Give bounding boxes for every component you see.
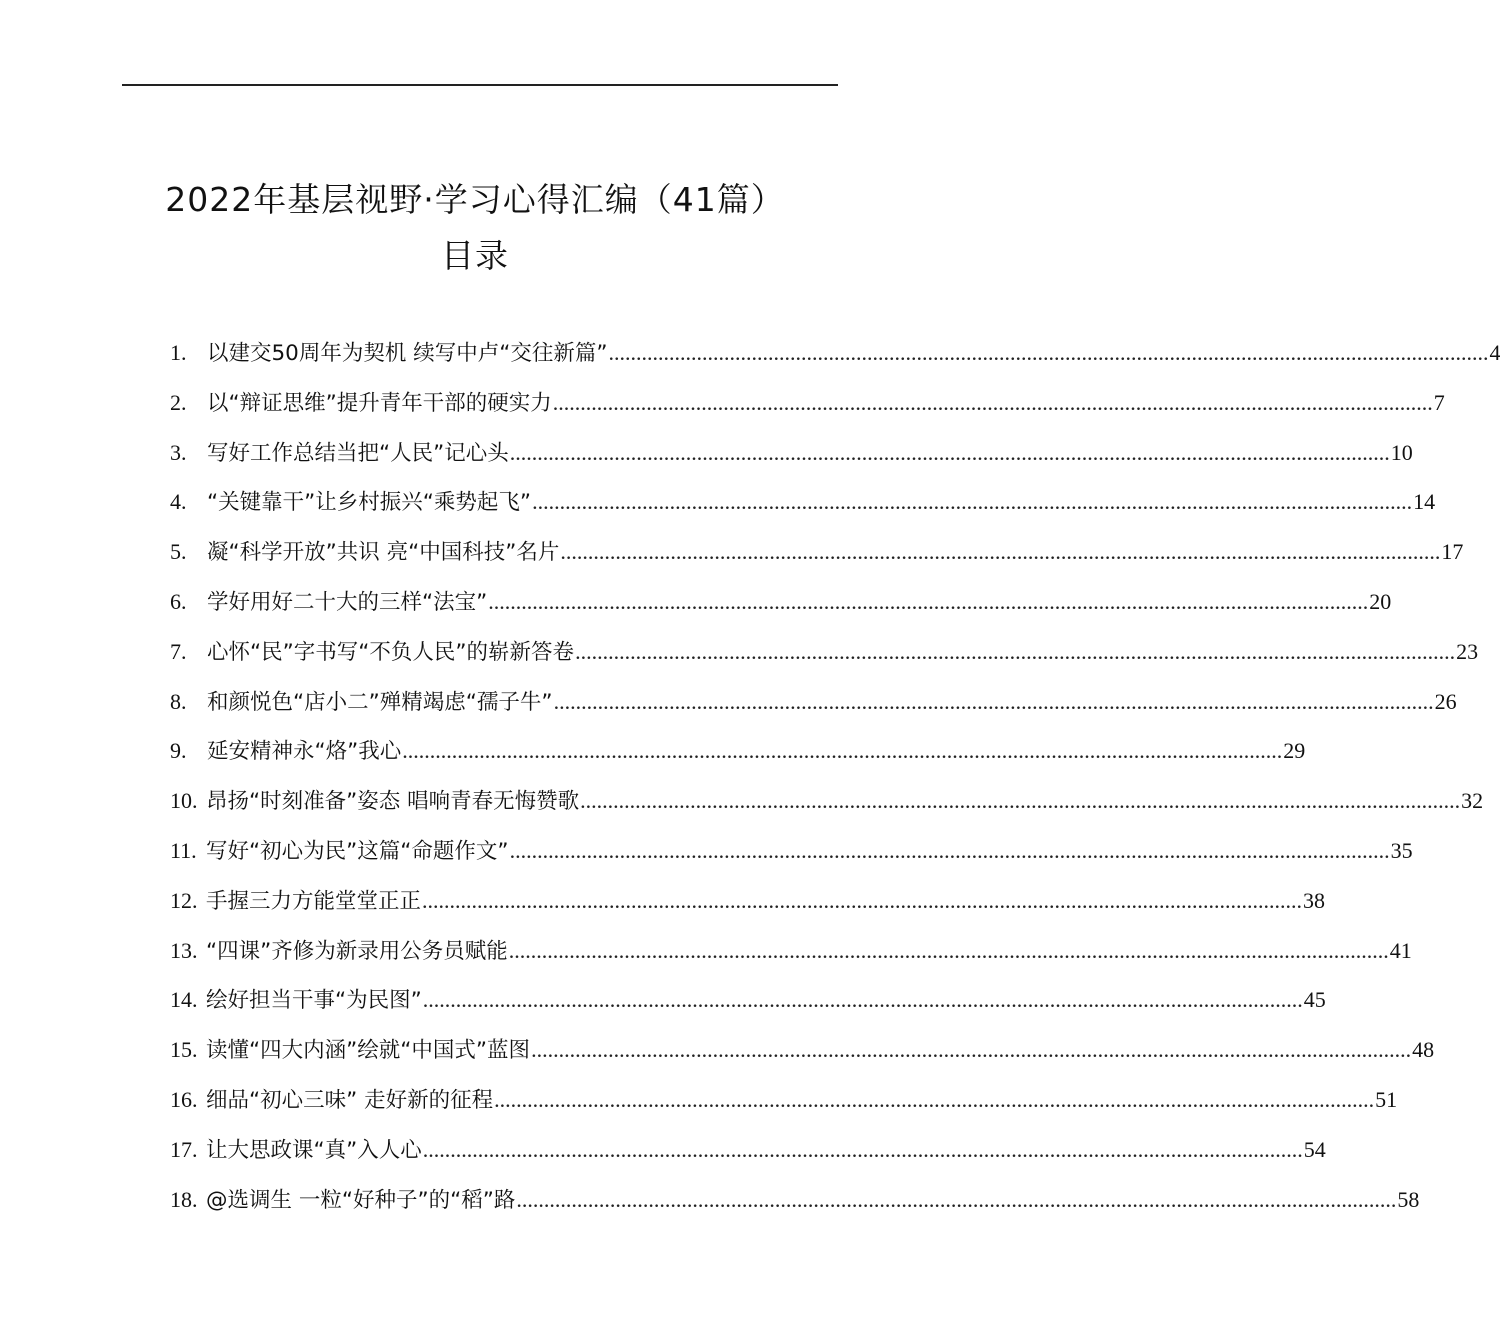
toc-entry-page: 51 [1375, 1086, 1398, 1112]
toc-entry-page: 45 [1303, 987, 1326, 1013]
toc-entry[interactable] [170, 776, 1484, 826]
toc-entry[interactable] [170, 627, 1479, 677]
toc-entry-page: 20 [1369, 588, 1392, 614]
toc-entry-page: 7 [1433, 389, 1445, 415]
toc-entry-number: 5. [170, 539, 187, 565]
toc-dot-leader [402, 726, 1282, 776]
toc-entry-number: 8. [170, 688, 187, 714]
toc-entry-title: 让大思政课“真”入人心 [206, 1137, 422, 1163]
toc-entry-title: 以“辩证思维”提升青年干部的硬实力 [207, 390, 552, 416]
toc-dot-leader [510, 428, 1390, 478]
toc-dot-leader [423, 975, 1303, 1025]
toc-entry-page: 14 [1413, 489, 1436, 515]
toc-dot-leader [531, 1025, 1411, 1075]
toc-entry-number: 1. [170, 340, 187, 365]
toc-entry[interactable] [170, 677, 1457, 727]
toc-entry-title: “四课”齐修为新录用公务员赋能 [206, 938, 508, 964]
toc-entry-title: 延安精神永“烙”我心 [207, 739, 402, 765]
toc-entry-title: 昂扬“时刻准备”姿态 唱响青春无悔赞歌 [206, 789, 580, 815]
toc-entry-page: 4 [1489, 340, 1500, 365]
toc-entry[interactable] [170, 378, 1445, 428]
toc-entry-title: 以建交50周年为契机 续写中卢“交往新篇” [207, 341, 608, 366]
toc-dot-leader [422, 876, 1302, 926]
toc-entry-number: 4. [170, 489, 187, 515]
toc-entry-title: @选调生 一粒“好种子”的“稻”路 [206, 1187, 516, 1213]
toc-entry[interactable] [170, 1125, 1326, 1175]
toc-dot-leader [423, 1125, 1303, 1175]
toc-dot-leader [532, 477, 1412, 527]
toc-entry-title: 学好用好二十大的三样“法宝” [207, 589, 488, 615]
toc-dot-leader [608, 328, 1488, 378]
toc-entry-number: 12. [170, 887, 198, 913]
toc-entry[interactable] [170, 826, 1413, 876]
toc-entry-title: 凝“科学开放”共识 亮“中国科技”名片 [207, 540, 560, 566]
toc-entry[interactable] [170, 477, 1436, 527]
toc-entry-number: 16. [170, 1086, 198, 1112]
toc-entry[interactable] [170, 926, 1412, 976]
toc-entry-title: 手握三力方能堂堂正正 [206, 888, 422, 914]
toc-entry-page: 10 [1390, 439, 1413, 465]
toc-entry-page: 23 [1456, 638, 1479, 664]
toc-entry-page: 48 [1412, 1037, 1435, 1063]
toc-entry-number: 6. [170, 588, 187, 614]
toc-dot-leader [509, 926, 1389, 976]
toc-dot-leader [580, 776, 1460, 826]
toc-entry-number: 9. [170, 738, 187, 764]
toc-entry[interactable] [170, 1025, 1435, 1075]
toc-entry-page: 32 [1461, 788, 1484, 814]
document-title [0, 172, 950, 284]
toc-entry-number: 18. [170, 1186, 198, 1212]
toc-entry-title: 写好工作总结当把“人民”记心头 [207, 440, 509, 466]
toc-dot-leader [554, 677, 1434, 727]
toc-entry[interactable] [170, 876, 1326, 926]
toc-entry-number: 3. [170, 439, 187, 465]
toc-entry-number: 7. [170, 638, 187, 664]
toc-entry-number: 11. [170, 837, 197, 863]
toc-entry-title: 读懂“四大内涵”绘就“中国式”蓝图 [206, 1038, 531, 1064]
toc-entry-page: 26 [1434, 688, 1457, 714]
table-of-contents [170, 328, 1500, 1224]
toc-entry-page: 54 [1303, 1136, 1326, 1162]
toc-entry[interactable] [170, 726, 1306, 776]
toc-entry[interactable] [170, 527, 1464, 577]
title-main: 2022年基层视野·学习心得汇编（41篇） [165, 180, 785, 219]
toc-entry[interactable] [170, 328, 1500, 378]
toc-dot-leader [553, 378, 1433, 428]
toc-dot-leader [575, 627, 1455, 677]
toc-entry[interactable] [170, 577, 1392, 627]
toc-entry-page: 41 [1389, 937, 1412, 963]
toc-entry-title: 写好“初心为民”这篇“命题作文” [206, 838, 509, 864]
toc-entry-number: 13. [170, 937, 198, 963]
toc-dot-leader [516, 1175, 1396, 1225]
toc-entry-title: “关键靠干”让乡村振兴“乘势起飞” [207, 490, 532, 516]
toc-entry-title: 和颜悦色“店小二”殚精竭虑“孺子牛” [207, 689, 553, 715]
toc-entry-page: 35 [1390, 837, 1413, 863]
title-contents: 目录 [441, 236, 509, 275]
toc-entry-number: 14. [170, 987, 198, 1013]
toc-entry-title: 心怀“民”字书写“不负人民”的崭新答卷 [207, 639, 575, 665]
toc-entry[interactable] [170, 975, 1326, 1025]
toc-entry-page: 58 [1397, 1186, 1420, 1212]
toc-entry-page: 17 [1441, 539, 1464, 565]
toc-entry-page: 38 [1303, 887, 1326, 913]
toc-entry[interactable] [170, 1175, 1420, 1225]
toc-entry-title: 绘好担当干事“为民图” [206, 988, 422, 1014]
toc-dot-leader [488, 577, 1368, 627]
toc-entry[interactable] [170, 428, 1413, 478]
header-rule [122, 84, 838, 86]
toc-entry-number: 17. [170, 1136, 198, 1162]
toc-dot-leader [510, 826, 1390, 876]
toc-entry-number: 15. [170, 1037, 198, 1063]
toc-dot-leader [560, 527, 1440, 577]
toc-entry-title: 细品“初心三味” 走好新的征程 [206, 1087, 494, 1113]
toc-entry-page: 29 [1283, 738, 1306, 764]
toc-entry-number: 2. [170, 389, 187, 415]
toc-dot-leader [494, 1075, 1374, 1125]
toc-entry[interactable] [170, 1075, 1398, 1125]
toc-entry-number: 10. [170, 788, 198, 814]
